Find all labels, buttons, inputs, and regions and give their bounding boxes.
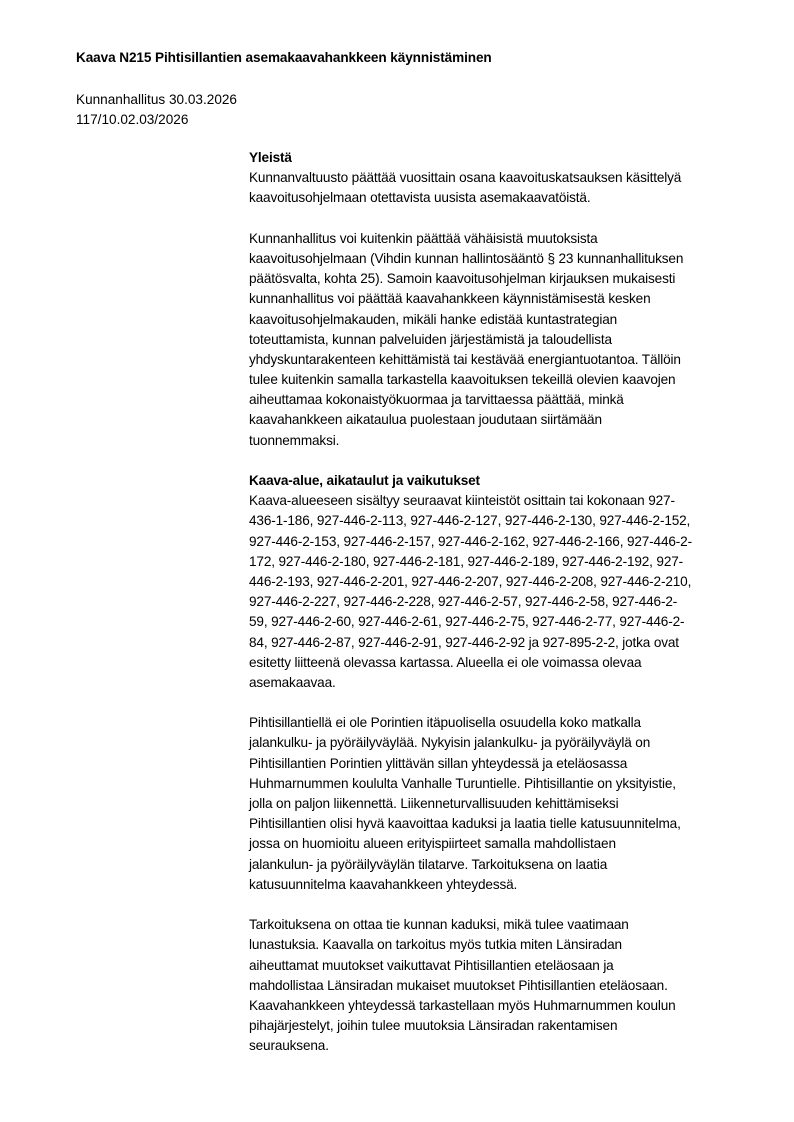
text-line: yhdyskuntarakenteen kehittämistä tai kestävää energiantuotantoa. Tällöin: [249, 351, 681, 367]
text-line: Pihtisillantien olisi hyvä kaavoittaa kaduksi ja laatia tielle katusuunnitelma,: [249, 816, 681, 832]
meeting-info: [76, 90, 237, 130]
text-line: Tarkoituksena on ottaa tie kunnan kaduksi, mikä tulee vaatimaan: [249, 917, 629, 933]
text-line: Pihtisillantiellä ei ole Porintien itäpuolisella osuudella koko matkalla: [249, 715, 641, 731]
paragraph: [249, 491, 769, 693]
text-line: kaavoitusohjelmaan otettavista uusista asemakaavatöistä.: [249, 190, 591, 206]
text-line: 172, 927-446-2-180, 927-446-2-181, 927-446-2-189, 927-446-2-192, 927-: [249, 553, 684, 569]
text-line: katusuunnitelma kaavahankkeen yhteydessä.: [249, 876, 518, 892]
text-line: 927-446-2-227, 927-446-2-228, 927-446-2-57, 927-446-2-58, 927-446-2-: [249, 594, 678, 610]
text-line: 436-1-186, 927-446-2-113, 927-446-2-127, 927-446-2-130, 927-446-2-152,: [249, 513, 691, 529]
text-line: Kaava-alueeseen sisältyy seuraavat kiinteistöt osittain tai kokonaan 927-: [249, 493, 675, 509]
text-line: Huhmarnummen koululta Vanhalle Turuntielle. Pihtisillantie on yksityistie,: [249, 775, 676, 791]
text-line: kaavahankkeen aikataulua puolestaan joudutaan siirtämään: [249, 412, 602, 428]
section-heading: Kaava-alue, aikataulut ja vaikutukset: [249, 473, 480, 488]
section: [249, 451, 769, 1057]
spacer: [249, 895, 769, 915]
text-line: 927-446-2-153, 927-446-2-157, 927-446-2-162, 927-446-2-166, 927-446-2-: [249, 533, 692, 549]
text-line: jolla on paljon liikennettä. Liikenneturvallisuuden kehittämiseksi: [249, 796, 619, 811]
paragraph: [249, 168, 769, 208]
spacer: [249, 693, 769, 713]
text-line: tuonnemmaksi.: [249, 432, 340, 448]
text-line: Kunnanvaltuusto päättää vuosittain osana kaavoituskatsauksen käsittelyä: [249, 170, 682, 186]
text-line: Pihtisillantien Porintien ylittävän sillan yhteydessä ja eteläosassa: [249, 755, 628, 771]
text-line: 84, 927-446-2-87, 927-446-2-91, 927-446-2-92 ja 927-895-2-2, jotka ovat: [249, 634, 679, 650]
text-line: mahdollistaa Länsiradan mukaiset muutokset Pihtisillantien eteläosaan.: [249, 977, 668, 993]
text-line: lunastuksia. Kaavalla on tarkoitus myös tutkia miten Länsiradan: [249, 937, 622, 953]
text-line: aiheuttamat muutokset vaikuttavat Pihtisillantien eteläosaan ja: [249, 957, 614, 973]
text-line: jalankulku- ja pyöräilyväylää. Nykyisin jalankulku- ja pyöräilyväylä on: [249, 735, 651, 751]
paragraph: [249, 915, 769, 1056]
text-line: Kunnanhallitus voi kuitenkin päättää vähäisistä muutoksista: [249, 230, 598, 246]
section: [249, 148, 769, 451]
text-line: 446-2-193, 927-446-2-201, 927-446-2-207, 927-446-2-208, 927-446-2-210,: [249, 573, 692, 589]
meeting-date: Kunnanhallitus 30.03.2026: [76, 92, 237, 107]
section-heading: Yleistä: [249, 150, 292, 165]
paragraph: [249, 229, 769, 451]
text-line: kaavoitusohjelmakauden, mikäli hanke edistää kuntastrategian: [249, 311, 618, 327]
paragraph: [249, 713, 769, 895]
reference-number: 117/10.02.03/2026: [76, 112, 189, 127]
document-body: [249, 148, 769, 1056]
text-line: toteuttamista, kunnan palveluiden järjestämistä ja taloudellista: [249, 331, 612, 347]
spacer: [249, 451, 769, 471]
text-line: päätösvalta, kohta 25). Samoin kaavoitusohjelman kirjauksen mukaisesti: [249, 271, 676, 287]
text-line: seurauksena.: [249, 1038, 329, 1054]
spacer: [249, 209, 769, 229]
text-line: 59, 927-446-2-60, 927-446-2-61, 927-446-2-75, 927-446-2-77, 927-446-2-: [249, 614, 685, 630]
text-line: jalankulun- ja pyöräilyväylän tilatarve. Tarkoituksena on laatia: [249, 856, 608, 872]
text-line: tulee kuitenkin samalla tarkastella kaavoituksen tekeillä olevien kaavojen: [249, 372, 676, 388]
document-title: Kaava N215 Pihtisillantien asemakaavahankkeen käynnistäminen: [76, 50, 492, 65]
text-line: Kaavahankkeen yhteydessä tarkastellaan myös Huhmarnummen koulun: [249, 997, 676, 1013]
text-line: jossa on huomioitu alueen erityispiirteet samalla mahdollistaen: [249, 836, 616, 852]
text-line: aiheuttamaa kokonaistyökuormaa ja tarvittaessa päättää, minkä: [249, 392, 624, 408]
text-line: asemakaavaa.: [249, 674, 336, 690]
text-line: kaavoitusohjelmaan (Vihdin kunnan hallintosääntö § 23 kunnanhallituksen: [249, 250, 684, 266]
text-line: kunnanhallitus voi päättää kaavahankkeen käynnistämisestä kesken: [249, 291, 651, 307]
text-line: esitetty liitteenä olevassa kartassa. Alueella ei ole voimassa olevaa: [249, 654, 642, 670]
text-line: pihajärjestelyt, joihin tulee muutoksia Länsiradan rakentamisen: [249, 1018, 618, 1034]
